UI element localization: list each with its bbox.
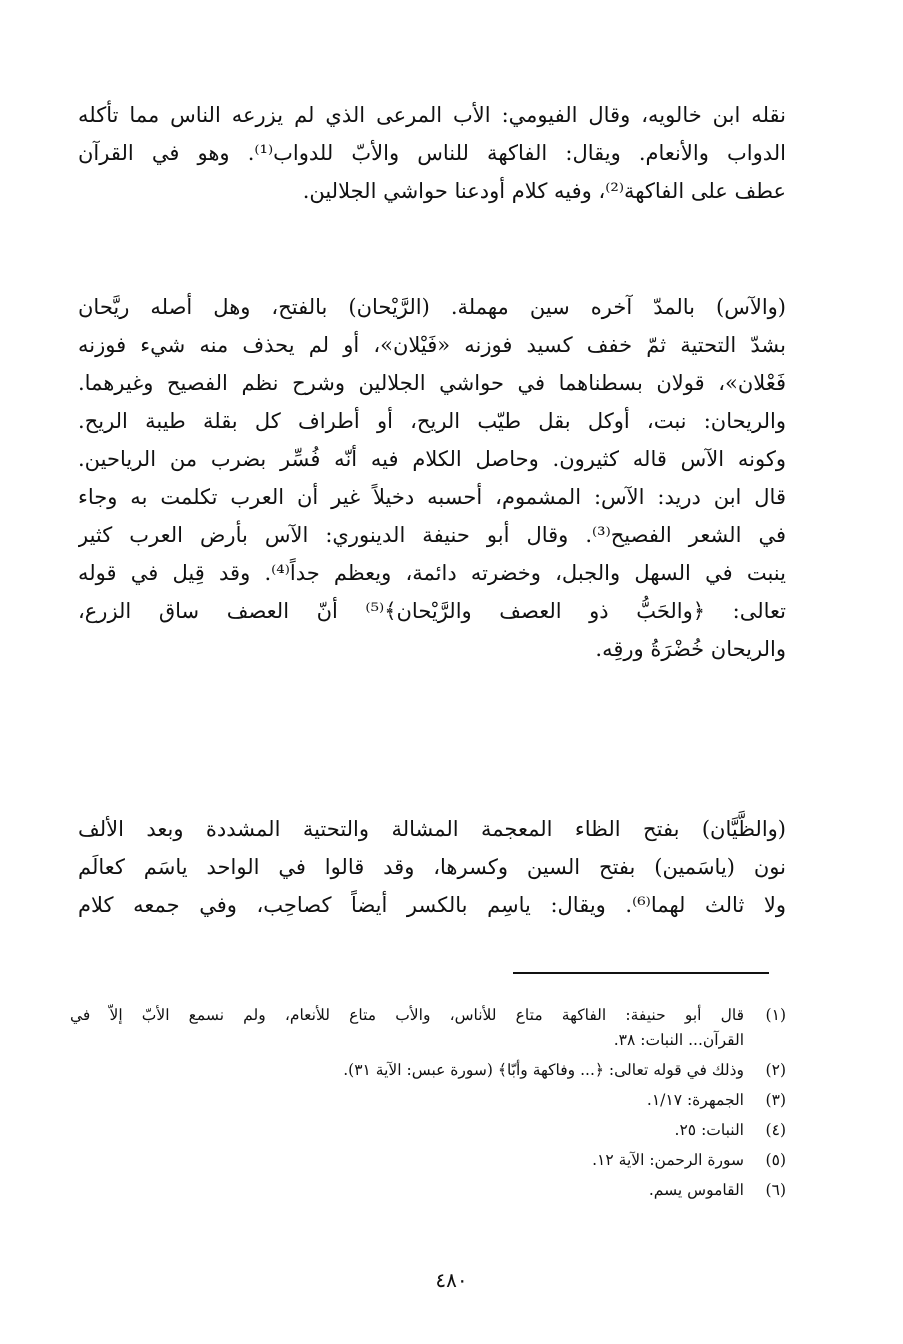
- footnotes: [70, 1003, 786, 1208]
- paragraph-2: [78, 288, 786, 668]
- text-line: عطف على الفاكهة⁽²⁾، وفيه كلام أودعنا حواشي الجلالين.: [302, 179, 786, 203]
- footnote-line: القرآن... النبات: ٣٨.: [613, 1031, 744, 1049]
- text-line: والريحان خُضْرَةُ ورقِه.: [595, 637, 786, 661]
- footnote-3: [70, 1088, 786, 1113]
- footnote-2: [70, 1058, 786, 1083]
- footnote-number: (٣): [765, 1091, 786, 1109]
- text-line: الدواب والأنعام. ويقال: الفاكهة للناس والأبّ للدواب⁽¹⁾. وهو في القرآن: [78, 141, 786, 165]
- text-line: فَعْلان»، قولان بسطناهما في حواشي الجلالين وشرح نظم الفصيح وغيرهما.: [78, 371, 786, 395]
- text-line: (والظَّيَّان) بفتح الظاء المعجمة المشالة والتحتية المشددة وبعد الألف: [78, 817, 786, 841]
- footnote-line: قال أبو حنيفة: الفاكهة متاع للأناس، والأب متاع للأنعام، ولم نسمع الأبّ إلاّ في: [70, 1006, 744, 1024]
- footnote-text: الجمهرة: ١/١٧.: [646, 1091, 744, 1109]
- text-line: نقله ابن خالويه، وقال الفيومي: الأب المرعى الذي لم يزرعه الناس مما تأكله: [78, 103, 786, 127]
- footnote-text: [70, 1003, 744, 1053]
- footnote-number: (٤): [765, 1121, 786, 1139]
- footnote-1: [70, 1003, 786, 1053]
- footnote-separator: [513, 972, 769, 974]
- footnote-text: سورة الرحمن: الآية ١٢.: [592, 1151, 744, 1169]
- text-line: تعالى: ﴿والحَبُّ ذو العصف والرَّيْحان﴾⁽⁵⁾ أنّ العصف ساق الزرع،: [78, 599, 786, 623]
- text-line: بشدّ التحتية ثمّ خفف كسيد فوزنه «فَيْلان»، أو لم يحذف منه شيء فوزنه: [78, 333, 786, 357]
- footnote-4: [70, 1118, 786, 1143]
- text-line: قال ابن دريد: الآس: المشموم، أحسبه دخيلاً غير أن العرب تكلمت به وجاء: [78, 485, 786, 509]
- footnote-text: القاموس يسم.: [648, 1181, 744, 1199]
- footnote-text: النبات: ٢٥.: [674, 1121, 744, 1139]
- text-line: في الشعر الفصيح⁽³⁾. وقال أبو حنيفة الدينوري: الآس بأرض العرب كثير: [78, 523, 786, 547]
- text-line: نون (ياسَمين) بفتح السين وكسرها، وقد قالوا في الواحد ياسَم كعالَم: [78, 855, 786, 879]
- footnote-number: (٦): [765, 1181, 786, 1199]
- text-line: وكونه الآس قاله كثيرون. وحاصل الكلام فيه أنّه فُسِّر بضرب من الرياحين.: [78, 447, 786, 471]
- text-line: ينبت في السهل والجبل، وخضرته دائمة، ويعظم جداً⁽⁴⁾. وقد قِيل في قوله: [78, 561, 786, 585]
- footnote-number: (١): [765, 1006, 786, 1024]
- paragraph-3: [78, 810, 786, 924]
- paragraph-1: [78, 96, 786, 210]
- text-line: ولا ثالث لهما⁽⁶⁾. ويقال: ياسِم بالكسر أيضاً كصاحِب، وفي جمعه كلام: [78, 893, 786, 917]
- page-number: ٤٨٠: [435, 1268, 468, 1292]
- text-line: (والآس) بالمدّ آخره سين مهملة. (الرَّيْحان) بالفتح، وهل أصله ريَّحان: [78, 295, 786, 319]
- footnote-5: [70, 1148, 786, 1173]
- footnote-number: (٢): [765, 1061, 786, 1079]
- footnote-6: [70, 1178, 786, 1203]
- footnote-number: (٥): [765, 1151, 786, 1169]
- text-line: والريحان: نبت، أوكل بقل طيّب الريح، أو أطراف كل بقلة طيبة الريح.: [78, 409, 786, 433]
- footnote-text: وذلك في قوله تعالى: ﴿... وفاكهة وأبّا﴾ (سورة عبس: الآية ٣١).: [343, 1061, 744, 1079]
